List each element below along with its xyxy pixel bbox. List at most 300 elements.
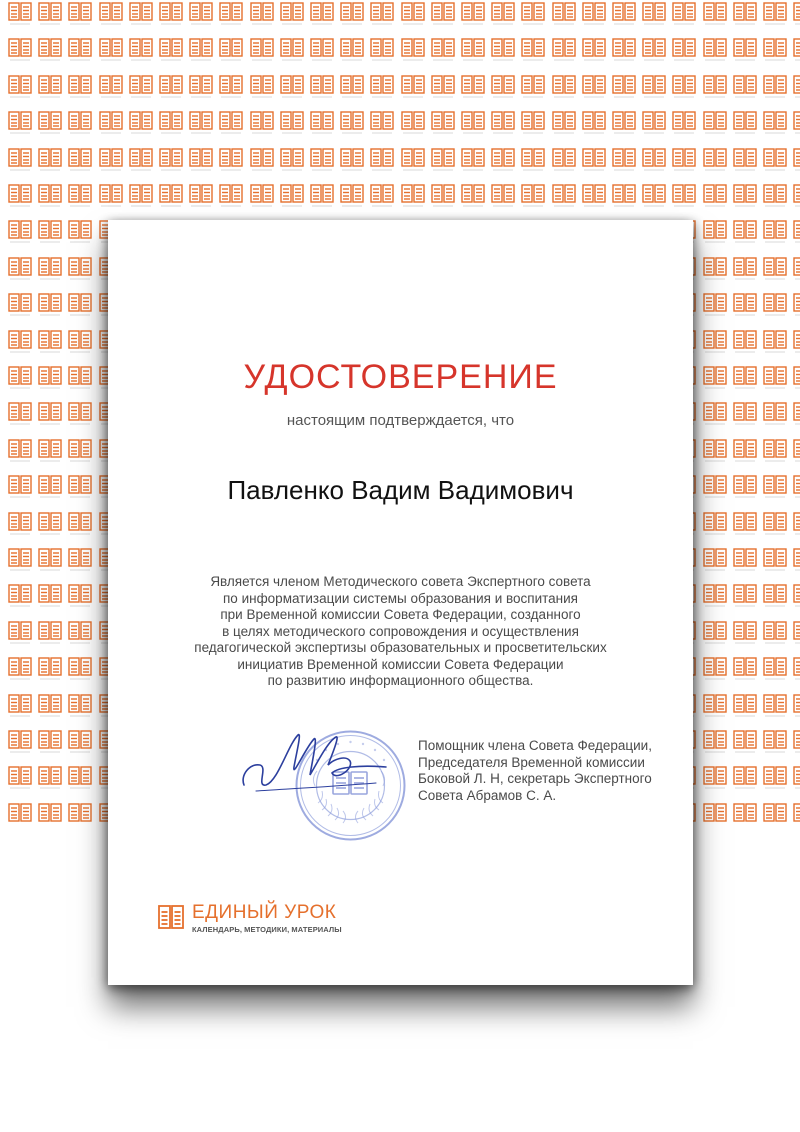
pattern-book-icon — [219, 148, 243, 172]
pattern-book-icon — [793, 257, 800, 281]
pattern-book-icon — [733, 621, 757, 645]
pattern-book-icon — [189, 111, 213, 135]
pattern-book-icon — [582, 111, 606, 135]
pattern-book-icon — [250, 111, 274, 135]
pattern-book-icon — [99, 184, 123, 208]
pattern-book-icon — [703, 439, 727, 463]
pattern-book-icon — [8, 548, 32, 572]
pattern-book-icon — [733, 2, 757, 26]
recipient-name: Павленко Вадим Вадимович — [227, 475, 574, 505]
pattern-book-icon — [582, 184, 606, 208]
pattern-book-icon — [401, 75, 425, 99]
pattern-book-icon — [8, 330, 32, 354]
pattern-book-icon — [793, 148, 800, 172]
pattern-book-icon — [38, 803, 62, 822]
pattern-book-icon — [733, 512, 757, 536]
pattern-book-icon — [733, 439, 757, 463]
pattern-book-icon — [703, 366, 727, 390]
pattern-book-icon — [68, 621, 92, 645]
pattern-book-icon — [159, 184, 183, 208]
pattern-book-icon — [703, 803, 727, 822]
signer-line: Совета Абрамов С. А. — [418, 787, 557, 803]
pattern-book-icon — [703, 475, 727, 499]
pattern-book-icon — [672, 184, 696, 208]
pattern-book-icon — [38, 220, 62, 244]
pattern-book-icon — [219, 75, 243, 99]
pattern-book-icon — [8, 2, 32, 26]
pattern-book-icon — [340, 38, 364, 62]
pattern-book-icon — [703, 657, 727, 681]
pattern-book-icon — [370, 2, 394, 26]
certificate-body — [148, 574, 653, 690]
pattern-book-icon — [280, 111, 304, 135]
body-line: в целях методического сопровождения и осуществления — [222, 623, 579, 639]
pattern-book-icon — [763, 402, 787, 426]
pattern-book-icon — [68, 220, 92, 244]
pattern-book-icon — [793, 184, 800, 208]
pattern-book-icon — [310, 148, 334, 172]
pattern-book-icon — [250, 75, 274, 99]
pattern-book-icon — [8, 512, 32, 536]
pattern-book-icon — [521, 111, 545, 135]
pattern-book-icon — [703, 512, 727, 536]
pattern-book-icon — [733, 75, 757, 99]
pattern-book-icon — [68, 475, 92, 499]
pattern-book-icon — [129, 75, 153, 99]
pattern-book-icon — [8, 730, 32, 754]
pattern-book-icon — [733, 475, 757, 499]
pattern-book-icon — [763, 2, 787, 26]
pattern-book-icon — [8, 38, 32, 62]
pattern-book-icon — [68, 766, 92, 790]
pattern-book-icon — [8, 220, 32, 244]
pattern-book-icon — [763, 330, 787, 354]
pattern-book-icon — [340, 75, 364, 99]
pattern-book-icon — [733, 184, 757, 208]
edinyi-urok-logo — [158, 902, 398, 942]
pattern-book-icon — [763, 766, 787, 790]
pattern-book-icon — [68, 584, 92, 608]
pattern-book-icon — [38, 402, 62, 426]
pattern-book-icon — [733, 111, 757, 135]
pattern-book-icon — [793, 2, 800, 26]
pattern-book-icon — [68, 330, 92, 354]
body-line: по информатизации системы образования и воспитания — [223, 590, 578, 606]
pattern-book-icon — [8, 402, 32, 426]
pattern-book-icon — [642, 184, 666, 208]
pattern-book-icon — [793, 803, 800, 822]
pattern-book-icon — [763, 657, 787, 681]
pattern-book-icon — [159, 75, 183, 99]
pattern-book-icon — [38, 148, 62, 172]
pattern-book-icon — [793, 730, 800, 754]
pattern-book-icon — [672, 111, 696, 135]
pattern-book-icon — [703, 148, 727, 172]
pattern-book-icon — [763, 257, 787, 281]
pattern-book-icon — [38, 184, 62, 208]
body-line: инициатив Временной комиссии Совета Федерации — [237, 656, 564, 672]
pattern-book-icon — [793, 621, 800, 645]
pattern-book-icon — [68, 657, 92, 681]
pattern-book-icon — [68, 293, 92, 317]
pattern-book-icon — [8, 584, 32, 608]
pattern-book-icon — [219, 2, 243, 26]
pattern-book-icon — [68, 439, 92, 463]
pattern-book-icon — [703, 694, 727, 718]
pattern-book-icon — [431, 184, 455, 208]
pattern-book-icon — [733, 148, 757, 172]
pattern-book-icon — [129, 184, 153, 208]
pattern-book-icon — [763, 512, 787, 536]
pattern-book-icon — [38, 766, 62, 790]
pattern-book-icon — [68, 730, 92, 754]
pattern-book-icon — [552, 2, 576, 26]
pattern-book-icon — [310, 2, 334, 26]
pattern-book-icon — [129, 111, 153, 135]
pattern-book-icon — [763, 584, 787, 608]
pattern-book-icon — [99, 75, 123, 99]
pattern-book-icon — [793, 766, 800, 790]
pattern-book-icon — [763, 220, 787, 244]
pattern-book-icon — [582, 148, 606, 172]
pattern-book-icon — [642, 148, 666, 172]
pattern-book-icon — [703, 111, 727, 135]
pattern-book-icon — [8, 475, 32, 499]
body-line: по развитию информационного общества. — [267, 673, 534, 688]
pattern-book-icon — [68, 548, 92, 572]
pattern-book-icon — [401, 2, 425, 26]
pattern-book-icon — [793, 220, 800, 244]
pattern-book-icon — [793, 512, 800, 536]
pattern-book-icon — [642, 38, 666, 62]
pattern-book-icon — [491, 184, 515, 208]
pattern-book-icon — [793, 548, 800, 572]
pattern-book-icon — [582, 38, 606, 62]
pattern-book-icon — [672, 38, 696, 62]
pattern-book-icon — [763, 366, 787, 390]
pattern-book-icon — [340, 2, 364, 26]
pattern-book-icon — [310, 111, 334, 135]
pattern-book-icon — [8, 621, 32, 645]
pattern-book-icon — [703, 184, 727, 208]
pattern-book-icon — [763, 548, 787, 572]
pattern-book-icon — [793, 657, 800, 681]
pattern-book-icon — [612, 111, 636, 135]
pattern-book-icon — [642, 75, 666, 99]
pattern-book-icon — [431, 38, 455, 62]
pattern-book-icon — [582, 75, 606, 99]
pattern-book-icon — [370, 148, 394, 172]
pattern-book-icon — [401, 184, 425, 208]
pattern-book-icon — [793, 330, 800, 354]
pattern-book-icon — [703, 38, 727, 62]
pattern-book-icon — [763, 803, 787, 822]
pattern-book-icon — [521, 75, 545, 99]
pattern-book-icon — [461, 111, 485, 135]
open-book-icon — [158, 904, 184, 930]
pattern-book-icon — [129, 2, 153, 26]
pattern-book-icon — [68, 257, 92, 281]
pattern-book-icon — [763, 694, 787, 718]
pattern-book-icon — [733, 548, 757, 572]
pattern-book-icon — [38, 439, 62, 463]
pattern-book-icon — [8, 293, 32, 317]
pattern-book-icon — [552, 38, 576, 62]
signer-line: Председателя Временной комиссии — [418, 754, 645, 770]
pattern-book-icon — [672, 148, 696, 172]
pattern-book-icon — [68, 38, 92, 62]
pattern-book-icon — [552, 111, 576, 135]
logo-tagline: КАЛЕНДАРЬ, МЕТОДИКИ, МАТЕРИАЛЫ — [192, 925, 342, 934]
body-line: педагогической экспертизы образовательных и просветительских — [194, 640, 607, 655]
pattern-book-icon — [461, 75, 485, 99]
pattern-book-icon — [733, 293, 757, 317]
pattern-book-icon — [793, 694, 800, 718]
pattern-book-icon — [189, 75, 213, 99]
pattern-book-icon — [38, 657, 62, 681]
pattern-book-icon — [401, 148, 425, 172]
pattern-book-icon — [8, 148, 32, 172]
pattern-book-icon — [159, 38, 183, 62]
pattern-book-icon — [68, 803, 92, 822]
pattern-book-icon — [370, 75, 394, 99]
pattern-book-icon — [340, 184, 364, 208]
logo-name: ЕДИНЫЙ УРОК — [192, 902, 337, 923]
pattern-book-icon — [68, 75, 92, 99]
pattern-book-icon — [159, 148, 183, 172]
pattern-book-icon — [642, 2, 666, 26]
pattern-book-icon — [280, 75, 304, 99]
pattern-book-icon — [99, 2, 123, 26]
pattern-book-icon — [38, 330, 62, 354]
pattern-book-icon — [8, 657, 32, 681]
pattern-book-icon — [521, 2, 545, 26]
pattern-book-icon — [703, 220, 727, 244]
pattern-book-icon — [431, 111, 455, 135]
pattern-book-icon — [763, 439, 787, 463]
pattern-book-icon — [763, 111, 787, 135]
pattern-book-icon — [733, 38, 757, 62]
pattern-book-icon — [370, 38, 394, 62]
pattern-book-icon — [793, 111, 800, 135]
pattern-book-icon — [38, 512, 62, 536]
pattern-book-icon — [401, 111, 425, 135]
certificate-subtitle: настоящим подтверждается, что — [286, 412, 515, 429]
pattern-book-icon — [38, 730, 62, 754]
pattern-book-icon — [189, 38, 213, 62]
pattern-book-icon — [703, 257, 727, 281]
pattern-book-icon — [461, 2, 485, 26]
pattern-book-icon — [159, 111, 183, 135]
pattern-book-icon — [642, 111, 666, 135]
pattern-book-icon — [733, 766, 757, 790]
pattern-book-icon — [8, 439, 32, 463]
certificate-title: УДОСТОВЕРЕНИЕ — [243, 358, 558, 396]
pattern-book-icon — [340, 148, 364, 172]
handwritten-signature — [236, 725, 396, 800]
pattern-book-icon — [129, 38, 153, 62]
body-line: Является членом Методического совета Экспертного совета — [210, 574, 591, 589]
pattern-book-icon — [370, 111, 394, 135]
pattern-book-icon — [280, 38, 304, 62]
pattern-book-icon — [733, 402, 757, 426]
pattern-book-icon — [310, 38, 334, 62]
pattern-book-icon — [38, 111, 62, 135]
pattern-book-icon — [68, 111, 92, 135]
pattern-book-icon — [793, 439, 800, 463]
pattern-book-icon — [703, 2, 727, 26]
pattern-book-icon — [99, 38, 123, 62]
pattern-book-icon — [431, 2, 455, 26]
pattern-book-icon — [491, 38, 515, 62]
pattern-book-icon — [431, 75, 455, 99]
signer-info — [418, 738, 683, 804]
pattern-book-icon — [431, 148, 455, 172]
pattern-book-icon — [703, 621, 727, 645]
pattern-book-icon — [552, 184, 576, 208]
pattern-book-icon — [250, 148, 274, 172]
pattern-book-icon — [370, 184, 394, 208]
pattern-book-icon — [189, 148, 213, 172]
pattern-book-icon — [461, 148, 485, 172]
pattern-book-icon — [703, 548, 727, 572]
pattern-book-icon — [793, 584, 800, 608]
pattern-book-icon — [8, 694, 32, 718]
pattern-book-icon — [219, 38, 243, 62]
pattern-book-icon — [763, 621, 787, 645]
pattern-book-icon — [703, 766, 727, 790]
pattern-book-icon — [250, 2, 274, 26]
pattern-book-icon — [68, 512, 92, 536]
pattern-book-icon — [793, 293, 800, 317]
pattern-book-icon — [703, 402, 727, 426]
pattern-book-icon — [99, 111, 123, 135]
pattern-book-icon — [189, 184, 213, 208]
pattern-book-icon — [8, 366, 32, 390]
pattern-book-icon — [8, 257, 32, 281]
pattern-book-icon — [612, 148, 636, 172]
pattern-book-icon — [793, 75, 800, 99]
pattern-book-icon — [310, 75, 334, 99]
pattern-book-icon — [68, 402, 92, 426]
pattern-book-icon — [280, 2, 304, 26]
pattern-book-icon — [340, 111, 364, 135]
pattern-book-icon — [38, 621, 62, 645]
pattern-book-icon — [582, 2, 606, 26]
pattern-book-icon — [763, 38, 787, 62]
pattern-book-icon — [491, 111, 515, 135]
pattern-book-icon — [250, 38, 274, 62]
pattern-book-icon — [8, 75, 32, 99]
pattern-book-icon — [733, 366, 757, 390]
body-line: при Временной комиссии Совета Федерации, созданного — [220, 607, 581, 622]
pattern-book-icon — [521, 38, 545, 62]
pattern-book-icon — [672, 2, 696, 26]
pattern-book-icon — [8, 803, 32, 822]
pattern-book-icon — [733, 694, 757, 718]
pattern-book-icon — [763, 475, 787, 499]
pattern-book-icon — [38, 584, 62, 608]
pattern-book-icon — [793, 366, 800, 390]
pattern-book-icon — [491, 75, 515, 99]
pattern-book-icon — [763, 148, 787, 172]
pattern-book-icon — [38, 366, 62, 390]
pattern-book-icon — [38, 475, 62, 499]
pattern-book-icon — [733, 257, 757, 281]
pattern-book-icon — [733, 730, 757, 754]
pattern-book-icon — [68, 2, 92, 26]
pattern-book-icon — [793, 475, 800, 499]
pattern-book-icon — [38, 2, 62, 26]
pattern-book-icon — [733, 220, 757, 244]
pattern-book-icon — [8, 184, 32, 208]
pattern-book-icon — [733, 330, 757, 354]
pattern-book-icon — [763, 293, 787, 317]
pattern-book-icon — [250, 184, 274, 208]
pattern-book-icon — [763, 75, 787, 99]
pattern-book-icon — [189, 2, 213, 26]
pattern-book-icon — [763, 184, 787, 208]
pattern-book-icon — [733, 657, 757, 681]
pattern-book-icon — [68, 366, 92, 390]
pattern-book-icon — [733, 584, 757, 608]
pattern-book-icon — [612, 184, 636, 208]
pattern-book-icon — [552, 75, 576, 99]
pattern-book-icon — [793, 402, 800, 426]
pattern-book-icon — [8, 766, 32, 790]
pattern-book-icon — [310, 184, 334, 208]
pattern-book-icon — [521, 184, 545, 208]
pattern-book-icon — [219, 184, 243, 208]
pattern-book-icon — [672, 75, 696, 99]
pattern-book-icon — [38, 694, 62, 718]
pattern-book-icon — [159, 2, 183, 26]
pattern-book-icon — [552, 148, 576, 172]
pattern-book-icon — [68, 148, 92, 172]
pattern-book-icon — [99, 148, 123, 172]
pattern-book-icon — [703, 75, 727, 99]
pattern-book-icon — [280, 184, 304, 208]
signer-line: Помощник члена Совета Федерации, — [418, 738, 652, 753]
pattern-book-icon — [280, 148, 304, 172]
pattern-book-icon — [38, 257, 62, 281]
pattern-book-icon — [793, 38, 800, 62]
pattern-book-icon — [703, 730, 727, 754]
pattern-book-icon — [521, 148, 545, 172]
pattern-book-icon — [491, 148, 515, 172]
pattern-book-icon — [612, 75, 636, 99]
pattern-book-icon — [733, 803, 757, 822]
pattern-book-icon — [461, 38, 485, 62]
pattern-book-icon — [219, 111, 243, 135]
pattern-book-icon — [68, 694, 92, 718]
pattern-book-icon — [8, 111, 32, 135]
pattern-book-icon — [401, 38, 425, 62]
pattern-book-icon — [129, 148, 153, 172]
pattern-book-icon — [68, 184, 92, 208]
pattern-book-icon — [703, 293, 727, 317]
pattern-book-icon — [38, 38, 62, 62]
pattern-book-icon — [491, 2, 515, 26]
pattern-book-icon — [703, 330, 727, 354]
pattern-book-icon — [461, 184, 485, 208]
certificate-sheet — [108, 220, 693, 985]
signer-line: Боковой Л. Н, секретарь Экспертного — [418, 771, 652, 786]
pattern-book-icon — [38, 75, 62, 99]
pattern-book-icon — [703, 584, 727, 608]
pattern-book-icon — [763, 730, 787, 754]
pattern-book-icon — [38, 293, 62, 317]
